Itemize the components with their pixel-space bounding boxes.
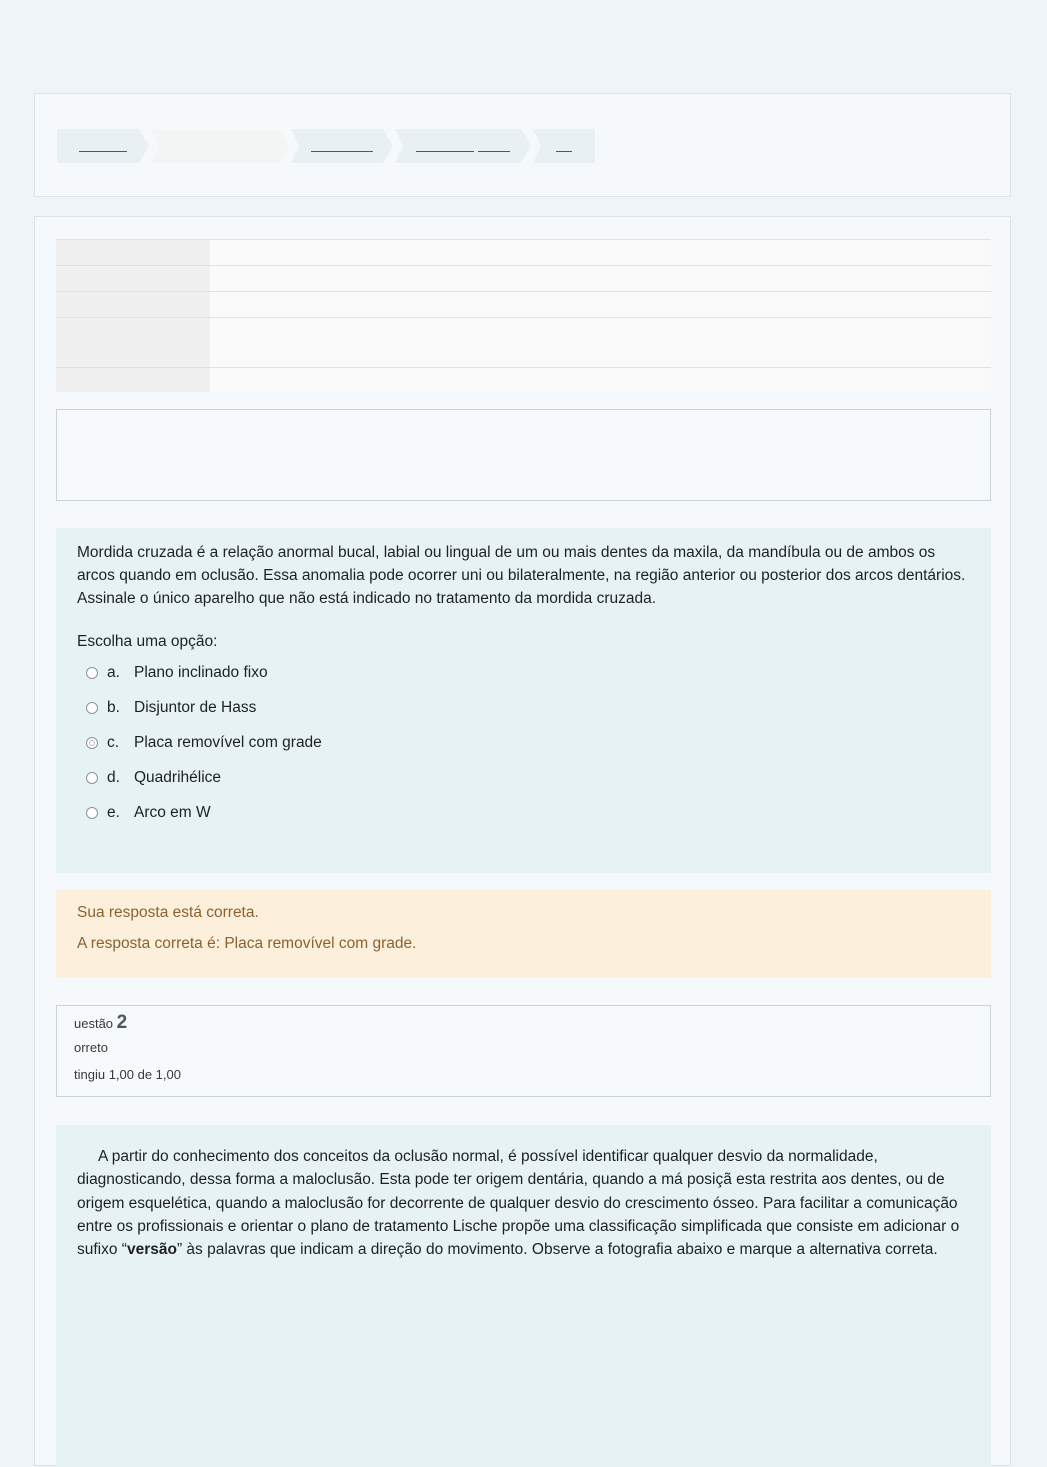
radio-button[interactable] <box>86 702 98 714</box>
option-label: Disjuntor de Hass <box>134 698 257 716</box>
breadcrumb-item-3[interactable] <box>291 129 393 163</box>
answer-options <box>77 655 970 830</box>
breadcrumb-item-4[interactable] <box>395 129 531 163</box>
attempt-summary-table <box>56 239 991 392</box>
breadcrumb-item-1[interactable] <box>57 129 149 163</box>
breadcrumb-item-2[interactable] <box>151 129 289 163</box>
option-label: Quadrihélice <box>134 768 222 786</box>
question-2-info <box>56 1005 991 1097</box>
question-2-text: A partir do conhecimento dos conceitos da oclusão normal, é possível identificar qualquer desvio da normalidade, diagnosticando, dessa forma a maloclusão. Esta pode ter origem dentária, quando a má posiçã esta restrita aos dentes, ou de origem esquelética, quando a maloclusão for decorrente de qualquer desvio do crescimento ósseo. Para facilitar a comunicação entre os profissionais e orientar o plano de tratamento Lische propõe uma classificação simplificada que consiste em adicionar o sufixo “versão” às palavras que indicam a direção do movimento. Observe a fotografia abaixo e marque a alternativa correta. <box>77 1148 960 1259</box>
option-label: Plano inclinado fixo <box>134 663 268 681</box>
breadcrumb <box>57 129 597 163</box>
radio-button[interactable] <box>86 667 98 679</box>
radio-button-selected[interactable] <box>86 737 98 749</box>
summary-row <box>56 266 991 292</box>
question-1-content <box>56 528 991 873</box>
radio-button[interactable] <box>86 772 98 784</box>
correct-answer: A resposta correta é: Placa removível com grade. <box>77 935 417 952</box>
feedback-box <box>56 890 991 978</box>
breadcrumb-item-5[interactable] <box>533 129 595 163</box>
summary-row <box>56 318 991 368</box>
question-number: uestão 2 <box>74 1012 128 1033</box>
question-2-content <box>56 1125 991 1467</box>
summary-row <box>56 239 991 266</box>
navigation-card <box>34 93 1011 197</box>
option-c[interactable]: c. Placa removível com grade <box>77 725 970 760</box>
summary-row <box>56 292 991 318</box>
question-grade: tingiu 1,00 de 1,00 <box>74 1067 181 1082</box>
answer-prompt: Escolha uma opção: <box>77 633 218 650</box>
quiz-review-card <box>34 216 1011 1466</box>
option-a[interactable]: a. Plano inclinado fixo <box>77 655 970 690</box>
question-state: orreto <box>74 1040 108 1055</box>
option-b[interactable]: b. Disjuntor de Hass <box>77 690 970 725</box>
option-label: Arco em W <box>134 803 211 821</box>
question-info-box <box>56 409 991 501</box>
option-e[interactable]: e. Arco em W <box>77 795 970 830</box>
option-d[interactable]: d. Quadrihélice <box>77 760 970 795</box>
feedback-status: Sua resposta está correta. <box>77 904 259 921</box>
option-label: Placa removível com grade <box>134 733 322 751</box>
radio-button[interactable] <box>86 807 98 819</box>
summary-row <box>56 368 991 392</box>
question-1-text: Mordida cruzada é a relação anormal bucal, labial ou lingual de um ou mais dentes da maxila, da mandíbula ou de ambos os arcos quando em oclusão. Essa anomalia pode ocorrer uni ou bilateralmente, na região anterior ou posterior dos arcos dentários. Assinale o único aparelho que não está indicado no tratamento da mordida cruzada. <box>77 544 966 607</box>
